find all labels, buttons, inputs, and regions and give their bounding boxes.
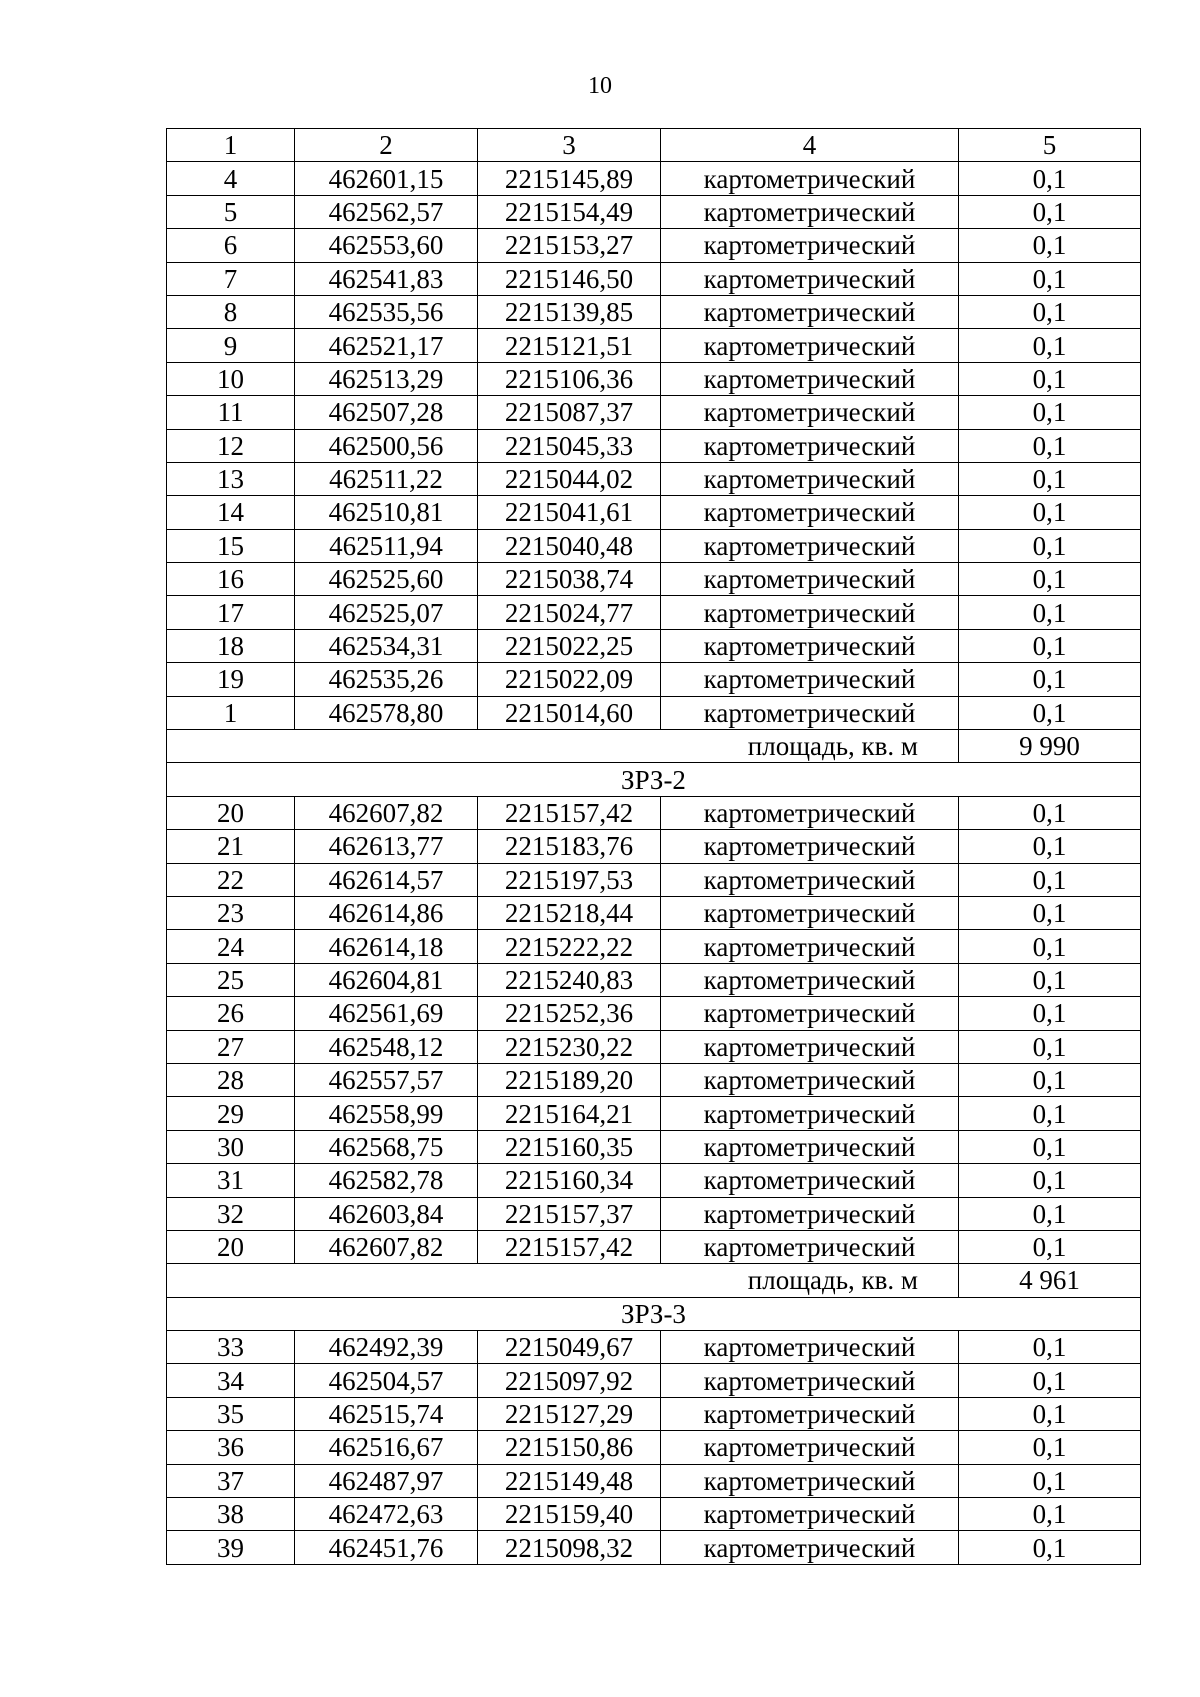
point-number-cell: 23	[167, 896, 295, 929]
table-row	[167, 462, 1141, 495]
accuracy-cell: 0,1	[959, 1464, 1141, 1497]
y-coordinate-cell: 2215149,48	[478, 1464, 661, 1497]
y-coordinate-cell: 2215024,77	[478, 596, 661, 629]
table-row	[167, 1097, 1141, 1130]
point-number-cell: 19	[167, 663, 295, 696]
point-number-cell: 13	[167, 462, 295, 495]
table-row	[167, 1498, 1141, 1531]
x-coordinate-cell: 462513,29	[295, 362, 478, 395]
method-cell: картометрический	[661, 596, 959, 629]
y-coordinate-cell: 2215159,40	[478, 1498, 661, 1531]
x-coordinate-cell: 462614,57	[295, 863, 478, 896]
y-coordinate-cell: 2215121,51	[478, 329, 661, 362]
x-coordinate-cell: 462601,15	[295, 162, 478, 195]
point-number-cell: 9	[167, 329, 295, 362]
method-cell: картометрический	[661, 1397, 959, 1430]
point-number-cell: 15	[167, 529, 295, 562]
method-cell: картометрический	[661, 896, 959, 929]
y-coordinate-cell: 2215154,49	[478, 195, 661, 228]
table-row	[167, 295, 1141, 328]
table-row	[167, 1063, 1141, 1096]
method-cell: картометрический	[661, 162, 959, 195]
accuracy-cell: 0,1	[959, 629, 1141, 662]
coordinates-table	[166, 128, 1141, 1565]
table-row	[167, 830, 1141, 863]
x-coordinate-cell: 462492,39	[295, 1331, 478, 1364]
table-row	[167, 496, 1141, 529]
y-coordinate-cell: 2215040,48	[478, 529, 661, 562]
method-cell: картометрический	[661, 496, 959, 529]
accuracy-cell: 0,1	[959, 1063, 1141, 1096]
accuracy-cell: 0,1	[959, 162, 1141, 195]
method-cell: картометрический	[661, 1464, 959, 1497]
x-coordinate-cell: 462562,57	[295, 195, 478, 228]
point-number-cell: 24	[167, 930, 295, 963]
accuracy-cell: 0,1	[959, 1364, 1141, 1397]
x-coordinate-cell: 462534,31	[295, 629, 478, 662]
area-value: 4 961	[959, 1264, 1141, 1297]
y-coordinate-cell: 2215157,42	[478, 796, 661, 829]
point-number-cell: 31	[167, 1164, 295, 1197]
point-number-cell: 35	[167, 1397, 295, 1430]
table-row	[167, 229, 1141, 262]
x-coordinate-cell: 462504,57	[295, 1364, 478, 1397]
method-cell: картометрический	[661, 563, 959, 596]
x-coordinate-cell: 462525,60	[295, 563, 478, 596]
y-coordinate-cell: 2215087,37	[478, 396, 661, 429]
y-coordinate-cell: 2215098,32	[478, 1531, 661, 1564]
x-coordinate-cell: 462614,18	[295, 930, 478, 963]
y-coordinate-cell: 2215038,74	[478, 563, 661, 596]
accuracy-cell: 0,1	[959, 1197, 1141, 1230]
accuracy-cell: 0,1	[959, 963, 1141, 996]
point-number-cell: 12	[167, 429, 295, 462]
method-cell: картометрический	[661, 462, 959, 495]
x-coordinate-cell: 462510,81	[295, 496, 478, 529]
accuracy-cell: 0,1	[959, 462, 1141, 495]
accuracy-cell: 0,1	[959, 1030, 1141, 1063]
y-coordinate-cell: 2215045,33	[478, 429, 661, 462]
method-cell: картометрический	[661, 1030, 959, 1063]
y-coordinate-cell: 2215157,42	[478, 1230, 661, 1263]
accuracy-cell: 0,1	[959, 997, 1141, 1030]
table-row	[167, 596, 1141, 629]
point-number-cell: 21	[167, 830, 295, 863]
area-label: площадь, кв. м	[167, 1264, 959, 1297]
y-coordinate-cell: 2215041,61	[478, 496, 661, 529]
y-coordinate-cell: 2215106,36	[478, 362, 661, 395]
method-cell: картометрический	[661, 963, 959, 996]
point-number-cell: 14	[167, 496, 295, 529]
method-cell: картометрический	[661, 362, 959, 395]
table-row	[167, 1531, 1141, 1564]
accuracy-cell: 0,1	[959, 1498, 1141, 1531]
method-cell: картометрический	[661, 830, 959, 863]
x-coordinate-cell: 462511,22	[295, 462, 478, 495]
point-number-cell: 36	[167, 1431, 295, 1464]
section-title-row	[167, 763, 1141, 796]
area-label: площадь, кв. м	[167, 730, 959, 763]
table-row	[167, 1130, 1141, 1163]
accuracy-cell: 0,1	[959, 796, 1141, 829]
accuracy-cell: 0,1	[959, 195, 1141, 228]
x-coordinate-cell: 462561,69	[295, 997, 478, 1030]
header-cell: 3	[478, 129, 661, 162]
accuracy-cell: 0,1	[959, 663, 1141, 696]
accuracy-cell: 0,1	[959, 429, 1141, 462]
method-cell: картометрический	[661, 863, 959, 896]
table-row	[167, 563, 1141, 596]
point-number-cell: 28	[167, 1063, 295, 1096]
point-number-cell: 32	[167, 1197, 295, 1230]
y-coordinate-cell: 2215218,44	[478, 896, 661, 929]
point-number-cell: 29	[167, 1097, 295, 1130]
x-coordinate-cell: 462553,60	[295, 229, 478, 262]
method-cell: картометрический	[661, 1197, 959, 1230]
x-coordinate-cell: 462511,94	[295, 529, 478, 562]
method-cell: картометрический	[661, 429, 959, 462]
x-coordinate-cell: 462500,56	[295, 429, 478, 462]
table-row	[167, 696, 1141, 729]
method-cell: картометрический	[661, 529, 959, 562]
accuracy-cell: 0,1	[959, 229, 1141, 262]
table-row	[167, 930, 1141, 963]
x-coordinate-cell: 462516,67	[295, 1431, 478, 1464]
point-number-cell: 25	[167, 963, 295, 996]
method-cell: картометрический	[661, 262, 959, 295]
point-number-cell: 7	[167, 262, 295, 295]
y-coordinate-cell: 2215150,86	[478, 1431, 661, 1464]
header-cell: 4	[661, 129, 959, 162]
accuracy-cell: 0,1	[959, 1230, 1141, 1263]
y-coordinate-cell: 2215240,83	[478, 963, 661, 996]
table-row	[167, 195, 1141, 228]
accuracy-cell: 0,1	[959, 396, 1141, 429]
point-number-cell: 5	[167, 195, 295, 228]
method-cell: картометрический	[661, 796, 959, 829]
y-coordinate-cell: 2215183,76	[478, 830, 661, 863]
header-cell: 1	[167, 129, 295, 162]
point-number-cell: 38	[167, 1498, 295, 1531]
table-row	[167, 1331, 1141, 1364]
y-coordinate-cell: 2215153,27	[478, 229, 661, 262]
table-row	[167, 1197, 1141, 1230]
y-coordinate-cell: 2215014,60	[478, 696, 661, 729]
x-coordinate-cell: 462557,57	[295, 1063, 478, 1096]
table-row	[167, 963, 1141, 996]
accuracy-cell: 0,1	[959, 596, 1141, 629]
point-number-cell: 1	[167, 696, 295, 729]
point-number-cell: 11	[167, 396, 295, 429]
x-coordinate-cell: 462451,76	[295, 1531, 478, 1564]
accuracy-cell: 0,1	[959, 529, 1141, 562]
x-coordinate-cell: 462541,83	[295, 262, 478, 295]
x-coordinate-cell: 462548,12	[295, 1030, 478, 1063]
method-cell: картометрический	[661, 295, 959, 328]
point-number-cell: 10	[167, 362, 295, 395]
point-number-cell: 16	[167, 563, 295, 596]
accuracy-cell: 0,1	[959, 1431, 1141, 1464]
x-coordinate-cell: 462568,75	[295, 1130, 478, 1163]
table-row	[167, 663, 1141, 696]
method-cell: картометрический	[661, 1364, 959, 1397]
y-coordinate-cell: 2215197,53	[478, 863, 661, 896]
x-coordinate-cell: 462607,82	[295, 1230, 478, 1263]
table-row	[167, 1164, 1141, 1197]
x-coordinate-cell: 462521,17	[295, 329, 478, 362]
point-number-cell: 18	[167, 629, 295, 662]
accuracy-cell: 0,1	[959, 930, 1141, 963]
table-row	[167, 796, 1141, 829]
table-row	[167, 262, 1141, 295]
table-row	[167, 1397, 1141, 1430]
method-cell: картометрический	[661, 696, 959, 729]
method-cell: картометрический	[661, 1063, 959, 1096]
accuracy-cell: 0,1	[959, 830, 1141, 863]
point-number-cell: 17	[167, 596, 295, 629]
method-cell: картометрический	[661, 930, 959, 963]
point-number-cell: 27	[167, 1030, 295, 1063]
table-row	[167, 997, 1141, 1030]
area-value: 9 990	[959, 730, 1141, 763]
y-coordinate-cell: 2215164,21	[478, 1097, 661, 1130]
method-cell: картометрический	[661, 229, 959, 262]
accuracy-cell: 0,1	[959, 295, 1141, 328]
header-cell: 5	[959, 129, 1141, 162]
point-number-cell: 26	[167, 997, 295, 1030]
section-title: ЗРЗ-3	[167, 1297, 1141, 1330]
point-number-cell: 20	[167, 1230, 295, 1263]
point-number-cell: 39	[167, 1531, 295, 1564]
method-cell: картометрический	[661, 1230, 959, 1263]
x-coordinate-cell: 462535,56	[295, 295, 478, 328]
x-coordinate-cell: 462614,86	[295, 896, 478, 929]
x-coordinate-cell: 462515,74	[295, 1397, 478, 1430]
method-cell: картометрический	[661, 1431, 959, 1464]
y-coordinate-cell: 2215252,36	[478, 997, 661, 1030]
method-cell: картометрический	[661, 195, 959, 228]
y-coordinate-cell: 2215157,37	[478, 1197, 661, 1230]
accuracy-cell: 0,1	[959, 329, 1141, 362]
method-cell: картометрический	[661, 396, 959, 429]
method-cell: картометрический	[661, 1331, 959, 1364]
y-coordinate-cell: 2215146,50	[478, 262, 661, 295]
y-coordinate-cell: 2215022,09	[478, 663, 661, 696]
x-coordinate-cell: 462578,80	[295, 696, 478, 729]
accuracy-cell: 0,1	[959, 1397, 1141, 1430]
method-cell: картометрический	[661, 1531, 959, 1564]
x-coordinate-cell: 462607,82	[295, 796, 478, 829]
x-coordinate-cell: 462507,28	[295, 396, 478, 429]
point-number-cell: 30	[167, 1130, 295, 1163]
header-cell: 2	[295, 129, 478, 162]
accuracy-cell: 0,1	[959, 1331, 1141, 1364]
point-number-cell: 6	[167, 229, 295, 262]
point-number-cell: 22	[167, 863, 295, 896]
y-coordinate-cell: 2215049,67	[478, 1331, 661, 1364]
method-cell: картометрический	[661, 1097, 959, 1130]
method-cell: картометрический	[661, 1130, 959, 1163]
x-coordinate-cell: 462487,97	[295, 1464, 478, 1497]
table-row	[167, 362, 1141, 395]
accuracy-cell: 0,1	[959, 1531, 1141, 1564]
table-row	[167, 896, 1141, 929]
accuracy-cell: 0,1	[959, 696, 1141, 729]
section-title: ЗРЗ-2	[167, 763, 1141, 796]
table-row	[167, 329, 1141, 362]
table-row	[167, 863, 1141, 896]
accuracy-cell: 0,1	[959, 262, 1141, 295]
x-coordinate-cell: 462613,77	[295, 830, 478, 863]
point-number-cell: 4	[167, 162, 295, 195]
accuracy-cell: 0,1	[959, 1164, 1141, 1197]
accuracy-cell: 0,1	[959, 863, 1141, 896]
table-row	[167, 1230, 1141, 1263]
method-cell: картометрический	[661, 1164, 959, 1197]
table-row	[167, 629, 1141, 662]
accuracy-cell: 0,1	[959, 1130, 1141, 1163]
x-coordinate-cell: 462582,78	[295, 1164, 478, 1197]
accuracy-cell: 0,1	[959, 362, 1141, 395]
table-body	[167, 129, 1141, 1565]
y-coordinate-cell: 2215222,22	[478, 930, 661, 963]
method-cell: картометрический	[661, 1498, 959, 1531]
table-header-row	[167, 129, 1141, 162]
area-row	[167, 730, 1141, 763]
y-coordinate-cell: 2215139,85	[478, 295, 661, 328]
method-cell: картометрический	[661, 629, 959, 662]
y-coordinate-cell: 2215044,02	[478, 462, 661, 495]
table-row	[167, 1431, 1141, 1464]
y-coordinate-cell: 2215127,29	[478, 1397, 661, 1430]
point-number-cell: 8	[167, 295, 295, 328]
x-coordinate-cell: 462525,07	[295, 596, 478, 629]
x-coordinate-cell: 462535,26	[295, 663, 478, 696]
y-coordinate-cell: 2215145,89	[478, 162, 661, 195]
table-row	[167, 429, 1141, 462]
page-number: 10	[588, 73, 612, 99]
x-coordinate-cell: 462603,84	[295, 1197, 478, 1230]
area-row	[167, 1264, 1141, 1297]
x-coordinate-cell: 462558,99	[295, 1097, 478, 1130]
x-coordinate-cell: 462604,81	[295, 963, 478, 996]
method-cell: картометрический	[661, 329, 959, 362]
accuracy-cell: 0,1	[959, 496, 1141, 529]
table-row	[167, 1464, 1141, 1497]
table-row	[167, 529, 1141, 562]
accuracy-cell: 0,1	[959, 563, 1141, 596]
y-coordinate-cell: 2215160,35	[478, 1130, 661, 1163]
y-coordinate-cell: 2215022,25	[478, 629, 661, 662]
point-number-cell: 33	[167, 1331, 295, 1364]
accuracy-cell: 0,1	[959, 896, 1141, 929]
table-row	[167, 396, 1141, 429]
accuracy-cell: 0,1	[959, 1097, 1141, 1130]
y-coordinate-cell: 2215189,20	[478, 1063, 661, 1096]
point-number-cell: 34	[167, 1364, 295, 1397]
table-row	[167, 1364, 1141, 1397]
method-cell: картометрический	[661, 663, 959, 696]
section-title-row	[167, 1297, 1141, 1330]
y-coordinate-cell: 2215097,92	[478, 1364, 661, 1397]
point-number-cell: 37	[167, 1464, 295, 1497]
table-row	[167, 1030, 1141, 1063]
point-number-cell: 20	[167, 796, 295, 829]
method-cell: картометрический	[661, 997, 959, 1030]
y-coordinate-cell: 2215160,34	[478, 1164, 661, 1197]
x-coordinate-cell: 462472,63	[295, 1498, 478, 1531]
y-coordinate-cell: 2215230,22	[478, 1030, 661, 1063]
table-row	[167, 162, 1141, 195]
